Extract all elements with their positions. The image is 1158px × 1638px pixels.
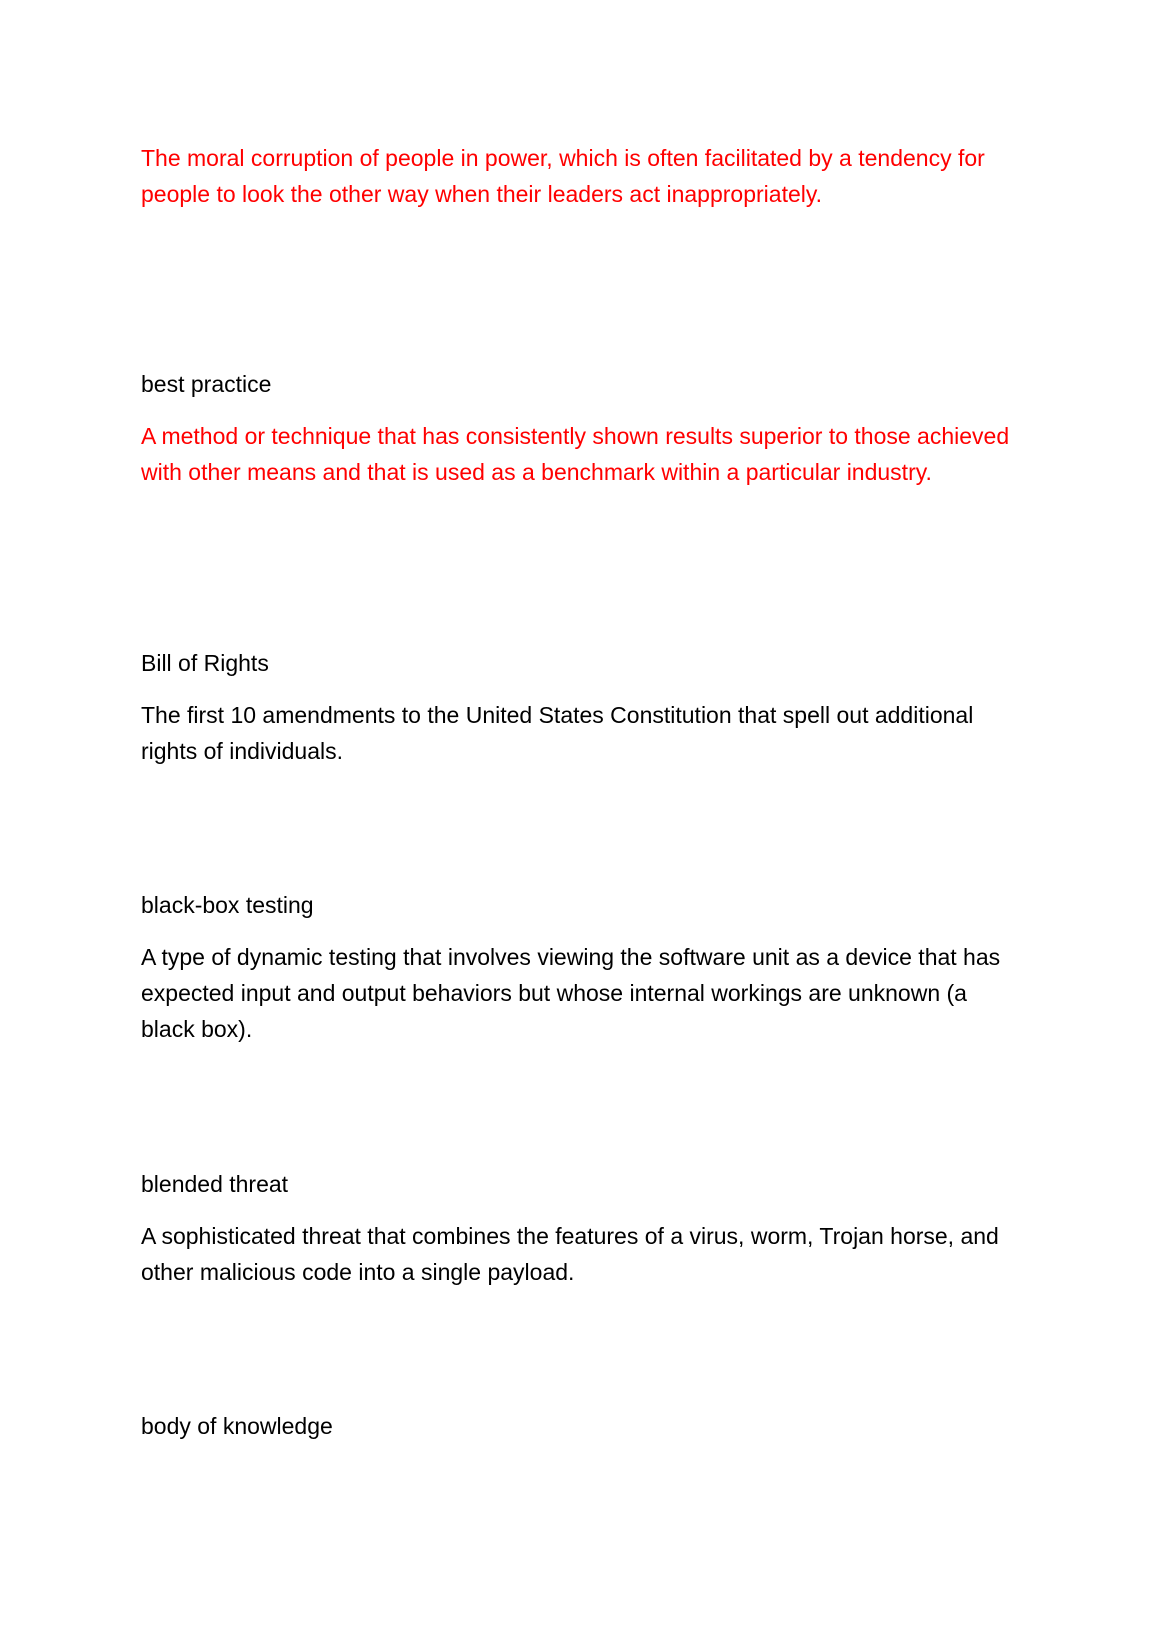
term-heading: body of knowledge [141, 1413, 333, 1439]
definition-text: The moral corruption of people in power, which is often facilitated by a tendency for people to look the other way when their leaders act inappropriately. [141, 145, 985, 207]
definition-text: A type of dynamic testing that involves viewing the software unit as a device that has expected input and output behaviors but whose internal workings are unknown (a black box). [141, 944, 1001, 1042]
term-heading: Bill of Rights [141, 650, 269, 676]
definition-text: The first 10 amendments to the United States Constitution that spell out additional rights of individuals. [141, 702, 974, 764]
definition-text: A method or technique that has consistently shown results superior to those achieved with other means and that is used as a benchmark within a particular industry. [141, 423, 1010, 485]
definition-text: A sophisticated threat that combines the features of a virus, worm, Trojan horse, and other malicious code into a single payload. [141, 1223, 999, 1285]
term-heading: black-box testing [141, 892, 314, 918]
term-heading: best practice [141, 371, 272, 397]
term-heading: blended threat [141, 1171, 289, 1197]
